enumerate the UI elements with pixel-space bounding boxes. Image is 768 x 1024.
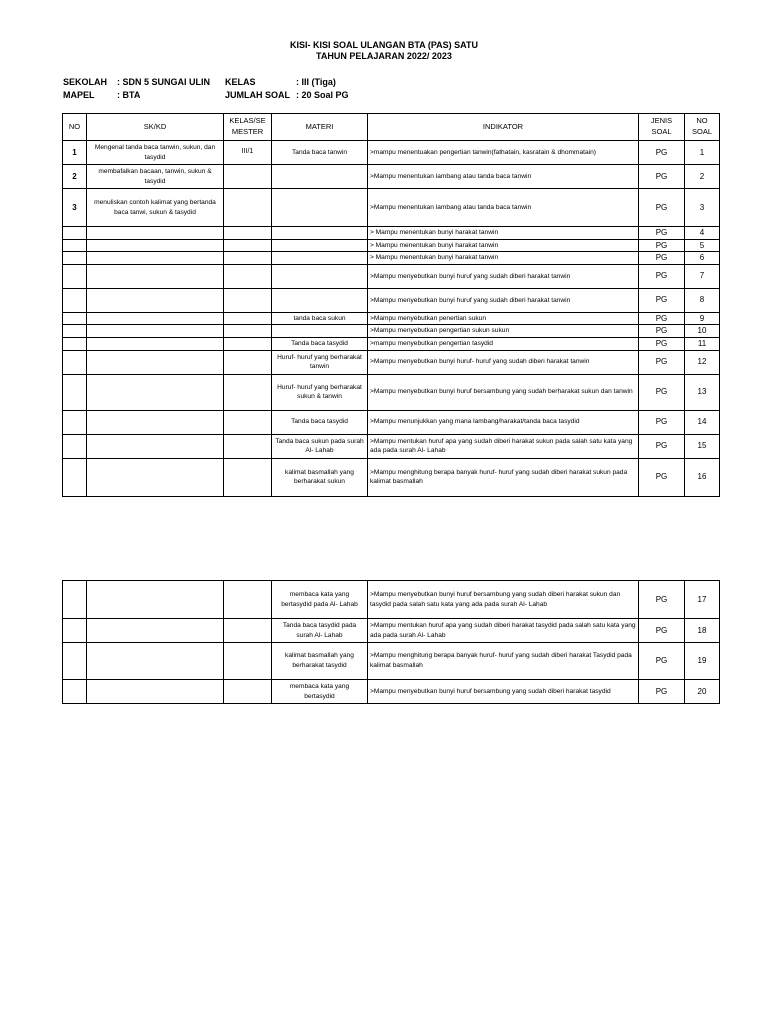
cell-no-soal: 1 [685,141,720,165]
cell-kelas-semester [224,374,272,410]
table-row [63,619,720,643]
cell-no [63,288,87,312]
cell-materi [272,165,368,189]
cell-jenis-soal: PG [639,619,685,643]
cell-no [63,337,87,350]
cell-jenis-soal: PG [639,337,685,350]
cell-materi [272,264,368,288]
cell-no-soal: 3 [685,189,720,227]
cell-no [63,434,87,458]
table-row [63,312,720,325]
cell-skkd [87,350,224,374]
cell-jenis-soal: PG [639,325,685,338]
cell-no [63,264,87,288]
cell-indikator: >Mampu menyebutkan bunyi huruf bersambung yang sudah diberi harakat sukun dan tasydid pada salah satu kata yang ada pada surah Al- Lahab [368,581,639,619]
cell-kelas-semester [224,337,272,350]
cell-skkd [87,643,224,680]
cell-materi: tanda baca sukun [272,312,368,325]
cell-materi: Huruf- huruf yang berharakat sukun & tanwin [272,374,368,410]
cell-no-soal: 14 [685,410,720,434]
cell-indikator: >Mampu menyebutkan penertian sukun [368,312,639,325]
cell-no-soal: 5 [685,239,720,252]
cell-kelas-semester [224,239,272,252]
document-title: KISI- KISI SOAL ULANGAN BTA (PAS) SATU [290,40,478,50]
cell-kelas-semester: III/1 [224,141,272,165]
cell-no [63,619,87,643]
cell-no-soal: 6 [685,252,720,265]
cell-no [63,312,87,325]
table-row [63,325,720,338]
cell-no-soal: 12 [685,350,720,374]
cell-kelas-semester [224,350,272,374]
cell-no-soal: 7 [685,264,720,288]
mapel-label: MAPEL [63,90,95,100]
cell-skkd [87,410,224,434]
cell-jenis-soal: PG [639,410,685,434]
cell-no [63,325,87,338]
cell-no [63,410,87,434]
cell-no: 2 [63,165,87,189]
cell-no [63,643,87,680]
sekolah-label: SEKOLAH [63,77,108,87]
table-row [63,350,720,374]
cell-kelas-semester [224,227,272,240]
cell-no-soal: 8 [685,288,720,312]
cell-skkd: Mengenal tanda baca tanwin, sukun, dan tasydid [87,141,224,165]
cell-no-soal: 4 [685,227,720,240]
header-jenis-soal: JENIS SOAL [639,114,685,141]
cell-no [63,350,87,374]
cell-skkd [87,434,224,458]
cell-jenis-soal: PG [639,141,685,165]
cell-no [63,252,87,265]
cell-kelas-semester [224,434,272,458]
table-row [63,643,720,680]
cell-kelas-semester [224,458,272,496]
kisi-kisi-table-continued [62,580,720,704]
table-row [63,458,720,496]
cell-kelas-semester [224,252,272,265]
cell-indikator: >Mampu menyebutkan bunyi huruf- huruf yang sudah diberi harakat tanwin [368,350,639,374]
jumlah-soal-value: : 20 Soal PG [296,90,349,100]
cell-skkd [87,458,224,496]
table-row [63,264,720,288]
cell-indikator: >Mampu menyebutkan bunyi huruf yang sudah diberi harakat tanwin [368,264,639,288]
table-row [63,189,720,227]
cell-skkd: membafalkan bacaan, tanwin, sukun & tasydid [87,165,224,189]
cell-no-soal: 10 [685,325,720,338]
cell-materi [272,239,368,252]
cell-indikator: > Mampu menentukan bunyi harakat tanwin [368,252,639,265]
cell-skkd [87,581,224,619]
cell-materi: kalimat basmallah yang berharakat tasydid [272,643,368,680]
cell-materi [272,288,368,312]
cell-skkd: menuliskan contoh kalimat yang bertanda baca tanwi, sukun & tasydid [87,189,224,227]
cell-jenis-soal: PG [639,643,685,680]
cell-materi: Huruf- huruf yang berharakat tanwin [272,350,368,374]
cell-indikator: >Mampu menunjukkan yang mana lambang/harakat/tanda baca tasydid [368,410,639,434]
sekolah-value: : SDN 5 SUNGAI ULIN [117,77,211,87]
table-row [63,227,720,240]
cell-no-soal: 15 [685,434,720,458]
cell-materi: Tanda baca tasydid [272,410,368,434]
cell-indikator: >Mampu menyebutkan bunyi huruf bersambung yang sudah diberi harakat tasydid [368,680,639,704]
cell-kelas-semester [224,264,272,288]
kelas-label: KELAS [225,77,256,87]
cell-indikator: >mampu menentuakan pengertian tanwin(fathatain, kasratain & dhommatain) [368,141,639,165]
cell-materi [272,227,368,240]
cell-indikator: >Mampu mentukan huruf apa yang sudah diberi harakat sukun pada salah satu kata yang ada pada surah Al- Lahab [368,434,639,458]
cell-jenis-soal: PG [639,458,685,496]
cell-no: 1 [63,141,87,165]
table-row [63,680,720,704]
jumlah-soal-label: JUMLAH SOAL [225,90,290,100]
cell-no [63,374,87,410]
cell-indikator: >Mampu menentukan lambang atau tanda baca tanwin [368,165,639,189]
cell-skkd [87,239,224,252]
cell-materi: Tanda baca sukun pada surah Al- Lahab [272,434,368,458]
cell-kelas-semester [224,325,272,338]
cell-indikator: >Mampu menghitung berapa banyak huruf- huruf yang sudah diberi harakat Tasydid pada kalimat basmallah [368,643,639,680]
cell-skkd [87,325,224,338]
table-row [63,581,720,619]
cell-jenis-soal: PG [639,581,685,619]
cell-skkd [87,337,224,350]
cell-skkd [87,374,224,410]
header-no: NO [63,114,87,141]
header-indikator: INDIKATOR [368,114,639,141]
header-materi: MATERI [272,114,368,141]
cell-jenis-soal: PG [639,350,685,374]
cell-no-soal: 18 [685,619,720,643]
table-row [63,337,720,350]
table-row [63,288,720,312]
cell-skkd [87,288,224,312]
table-row [63,410,720,434]
cell-no-soal: 13 [685,374,720,410]
cell-kelas-semester [224,643,272,680]
cell-indikator: >Mampu mentukan huruf apa yang sudah diberi harakat tasydid pada salah satu kata yang ada pada surah Al- Lahab [368,619,639,643]
cell-kelas-semester [224,410,272,434]
cell-kelas-semester [224,680,272,704]
cell-kelas-semester [224,312,272,325]
cell-no-soal: 16 [685,458,720,496]
table-row [63,165,720,189]
cell-materi: membaca kata yang bertasydid [272,680,368,704]
cell-jenis-soal: PG [639,165,685,189]
document-subtitle: TAHUN PELAJARAN 2022/ 2023 [316,51,452,61]
cell-materi: kalimat basmallah yang berharakat sukun [272,458,368,496]
cell-indikator: >Mampu menentukan lambang atau tanda baca tanwin [368,189,639,227]
table-row [63,374,720,410]
table-row [63,141,720,165]
header-skkd: SK/KD [87,114,224,141]
cell-no-soal: 20 [685,680,720,704]
cell-no [63,458,87,496]
cell-indikator: >Mampu menyebutkan bunyi huruf bersambung yang sudah berharakat sukun dan tanwin [368,374,639,410]
cell-no-soal: 2 [685,165,720,189]
cell-no-soal: 11 [685,337,720,350]
table-row [63,239,720,252]
cell-kelas-semester [224,581,272,619]
cell-jenis-soal: PG [639,264,685,288]
cell-indikator: >Mampu menyebutkan pengertian sukun sukun [368,325,639,338]
cell-jenis-soal: PG [639,189,685,227]
mapel-value: : BTA [117,90,141,100]
cell-indikator: > Mampu menentukan bunyi harakat tanwin [368,239,639,252]
cell-materi: Tanda baca tasydid [272,337,368,350]
cell-no [63,227,87,240]
cell-skkd [87,619,224,643]
cell-skkd [87,680,224,704]
cell-materi: Tanda baca tasydid pada surah Al- Lahab [272,619,368,643]
header-kelas-semester: KELAS/SE MESTER [224,114,272,141]
cell-materi [272,325,368,338]
cell-materi [272,189,368,227]
cell-materi [272,252,368,265]
kelas-value: : III (Tiga) [296,77,336,87]
cell-skkd [87,227,224,240]
cell-jenis-soal: PG [639,227,685,240]
cell-skkd [87,264,224,288]
cell-no: 3 [63,189,87,227]
cell-kelas-semester [224,189,272,227]
cell-no [63,239,87,252]
cell-jenis-soal: PG [639,288,685,312]
cell-skkd [87,312,224,325]
header-no-soal: NO SOAL [685,114,720,141]
cell-no-soal: 19 [685,643,720,680]
cell-kelas-semester [224,165,272,189]
cell-jenis-soal: PG [639,239,685,252]
table-row [63,252,720,265]
cell-materi: Tanda baca tanwin [272,141,368,165]
table-row [63,434,720,458]
cell-indikator: >Mampu menyebutkan bunyi huruf yang sudah diberi harakat tanwin [368,288,639,312]
kisi-kisi-table [62,113,720,497]
cell-indikator: >Mampu menghitung berapa banyak huruf- huruf yang sudah diberi harakat sukun pada kalimat basmallah [368,458,639,496]
cell-kelas-semester [224,619,272,643]
cell-materi: membaca kata yang bertasydid pada Al- Lahab [272,581,368,619]
cell-no [63,680,87,704]
cell-no-soal: 17 [685,581,720,619]
cell-jenis-soal: PG [639,312,685,325]
cell-jenis-soal: PG [639,434,685,458]
cell-jenis-soal: PG [639,680,685,704]
cell-jenis-soal: PG [639,252,685,265]
cell-no [63,581,87,619]
cell-no-soal: 9 [685,312,720,325]
cell-indikator: >mampu menyebutkan pengertian tasydid [368,337,639,350]
cell-skkd [87,252,224,265]
cell-jenis-soal: PG [639,374,685,410]
cell-indikator: > Mampu menentukan bunyi harakat tanwin [368,227,639,240]
cell-kelas-semester [224,288,272,312]
